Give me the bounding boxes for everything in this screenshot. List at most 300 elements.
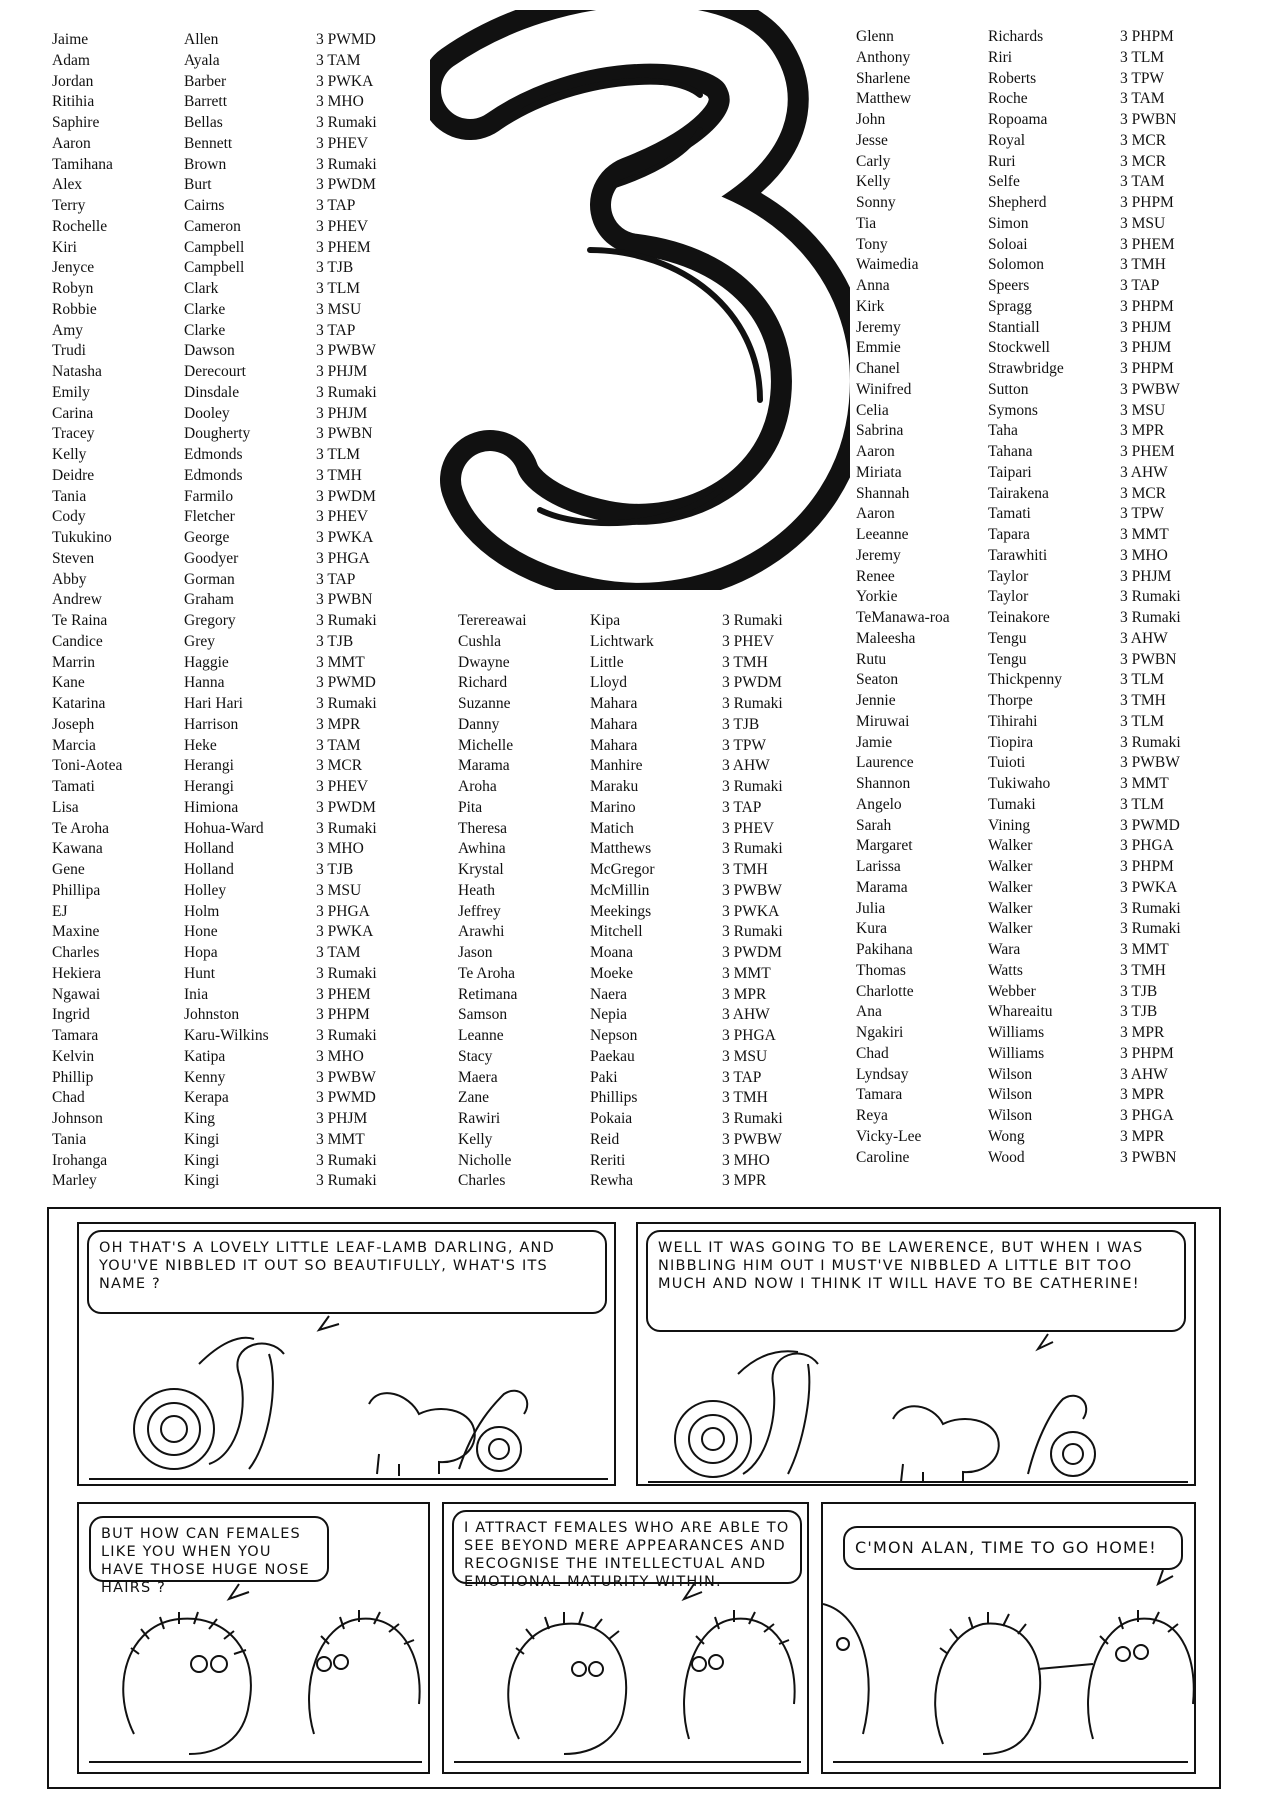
- form-class: 3 Rumaki: [1120, 899, 1181, 917]
- last-name: Meekings: [590, 902, 652, 920]
- first-name: Richard: [458, 674, 508, 692]
- student-row: [458, 964, 798, 985]
- first-name: Krystal: [458, 861, 504, 878]
- last-name: Allen: [184, 31, 219, 48]
- form-class: 3 AHW: [1120, 629, 1168, 647]
- student-row: [52, 798, 392, 819]
- student-row: [458, 1026, 798, 1047]
- last-name: Herangi: [184, 757, 234, 775]
- form-class: 3 MCR: [1120, 131, 1167, 149]
- student-row: [52, 1130, 392, 1151]
- student-row: [52, 175, 392, 196]
- first-name: Emmie: [856, 339, 901, 357]
- last-name: Walker: [988, 858, 1033, 875]
- form-class: 3 MPR: [722, 1172, 767, 1190]
- last-name: Whareaitu: [988, 1003, 1053, 1021]
- comic-panel-5: [821, 1502, 1196, 1774]
- last-name: Mahara: [590, 715, 638, 733]
- first-name: Marley: [52, 1172, 97, 1190]
- first-name: Marcia: [52, 736, 96, 754]
- student-row: [856, 401, 1196, 422]
- student-row: [458, 1151, 798, 1172]
- student-row: [856, 1085, 1196, 1106]
- form-class: 3 MPR: [1120, 422, 1165, 440]
- last-name: Barrett: [184, 93, 228, 111]
- last-name: Taha: [988, 422, 1018, 440]
- last-name: Hanna: [184, 674, 225, 692]
- first-name: Trudi: [52, 342, 86, 360]
- form-class: 3 TAM: [1120, 173, 1165, 191]
- form-class: 3 Rumaki: [1120, 588, 1181, 606]
- form-class: 3 PHGA: [1120, 837, 1174, 855]
- form-class: 3 TAP: [1120, 277, 1160, 294]
- last-name: Paekau: [590, 1047, 635, 1065]
- last-name: Speers: [988, 277, 1030, 294]
- last-name: Tihirahi: [988, 712, 1038, 730]
- form-class: 3 MHO: [316, 1047, 364, 1065]
- last-name: Naera: [590, 985, 627, 1003]
- form-class: 3 MPR: [316, 715, 361, 733]
- student-row: [458, 985, 798, 1006]
- first-name: Rutu: [856, 650, 887, 668]
- student-row: [52, 30, 392, 51]
- student-row: [458, 736, 798, 757]
- hedgehog-pair-illustration: [444, 1504, 809, 1774]
- form-class: 3 TAP: [316, 321, 356, 339]
- form-class: 3 PHEV: [316, 508, 369, 526]
- student-row: [856, 836, 1196, 857]
- last-name: Reid: [590, 1130, 620, 1148]
- first-name: Glenn: [856, 28, 894, 45]
- student-row: [52, 860, 392, 881]
- first-name: Thomas: [856, 961, 906, 979]
- first-name: John: [856, 111, 886, 128]
- student-row: [52, 383, 392, 404]
- comic-panel-1: [77, 1222, 616, 1486]
- last-name: Walker: [988, 920, 1033, 938]
- first-name: Tamara: [856, 1086, 903, 1104]
- last-name: McGregor: [590, 861, 655, 878]
- last-name: Goodyer: [184, 549, 239, 567]
- first-name: Retimana: [458, 985, 518, 1003]
- form-class: 3 MSU: [316, 881, 362, 899]
- student-row: [458, 1109, 798, 1130]
- student-row: [856, 733, 1196, 754]
- first-name: Leanne: [458, 1027, 504, 1044]
- last-name: Derecourt: [184, 363, 246, 380]
- last-name: Brown: [184, 155, 227, 173]
- form-class: 3 TAM: [316, 736, 361, 754]
- first-name: Marrin: [52, 653, 96, 671]
- last-name: Holm: [184, 902, 220, 920]
- last-name: Clark: [184, 280, 219, 297]
- form-class: 3 TAP: [722, 1068, 762, 1086]
- student-row: [458, 1005, 798, 1026]
- first-name: Maxine: [52, 923, 100, 941]
- form-class: 3 PHJM: [1120, 339, 1172, 357]
- first-name: Angelo: [856, 795, 902, 813]
- form-class: 3 MSU: [722, 1047, 768, 1065]
- student-row: [52, 1088, 392, 1109]
- last-name: Moeke: [590, 964, 634, 982]
- last-name: Heke: [184, 736, 217, 754]
- form-class: 3 PHEV: [316, 778, 369, 795]
- student-row: [52, 694, 392, 715]
- form-class: 3 PHGA: [722, 1027, 776, 1044]
- student-row: [52, 279, 392, 300]
- first-name: Julia: [856, 899, 886, 917]
- last-name: Ruri: [988, 152, 1016, 170]
- student-row: [458, 798, 798, 819]
- form-class: 3 Rumaki: [722, 923, 783, 941]
- first-name: Charles: [458, 1172, 506, 1190]
- first-name: Kelly: [856, 173, 891, 191]
- student-row: [458, 1130, 798, 1151]
- student-row: [856, 899, 1196, 920]
- first-name: Pita: [458, 798, 483, 816]
- first-name: Hekiera: [52, 964, 102, 982]
- first-name: EJ: [52, 902, 68, 920]
- first-name: Caroline: [856, 1148, 910, 1166]
- form-class: 3 MSU: [1120, 214, 1166, 232]
- last-name: Vining: [988, 816, 1031, 834]
- form-class: 3 PWDM: [722, 674, 782, 692]
- last-name: Tamati: [988, 505, 1031, 523]
- form-class: 3 TJB: [316, 861, 354, 878]
- last-name: Tapara: [988, 526, 1030, 543]
- first-name: Anthony: [856, 48, 911, 66]
- student-row: [856, 670, 1196, 691]
- first-name: Charles: [52, 944, 100, 961]
- first-name: Toni-Aotea: [52, 757, 123, 775]
- last-name: Tengu: [988, 629, 1027, 647]
- first-name: Tania: [52, 487, 87, 505]
- form-class: 3 TJB: [1120, 982, 1158, 1000]
- form-class: 3 PHPM: [316, 1006, 370, 1024]
- student-row: [856, 857, 1196, 878]
- first-name: Maera: [458, 1068, 498, 1086]
- last-name: Kipa: [590, 612, 621, 629]
- first-name: Deidre: [52, 466, 95, 484]
- speech-text: OH THAT'S A LOVELY LITTLE LEAF-LAMB DARLING, AND YOU'VE NIBBLED IT OUT SO BEAUTIFULLY, WHAT'S ITS NAME ?: [99, 1240, 555, 1292]
- form-class: 3 PHPM: [1120, 28, 1174, 45]
- first-name: Kane: [52, 674, 85, 692]
- form-class: 3 Rumaki: [722, 840, 783, 858]
- student-row: [52, 777, 392, 798]
- first-name: Shannon: [856, 775, 911, 792]
- form-class: 3 Rumaki: [316, 1027, 377, 1044]
- last-name: Herangi: [184, 778, 234, 795]
- first-name: Andrew: [52, 591, 102, 609]
- last-name: Wong: [988, 1127, 1025, 1145]
- form-class: 3 Rumaki: [722, 612, 783, 629]
- last-name: Thickpenny: [988, 671, 1063, 689]
- last-name: Kingi: [184, 1130, 220, 1148]
- student-row: [856, 442, 1196, 463]
- student-row: [856, 774, 1196, 795]
- form-class: 3 MMT: [316, 653, 365, 671]
- student-row: [856, 318, 1196, 339]
- form-class: 3 PHPM: [1120, 1044, 1174, 1062]
- first-name: Vicky-Lee: [856, 1127, 922, 1145]
- form-class: 3 TJB: [316, 259, 354, 277]
- student-row: [458, 922, 798, 943]
- student-row: [52, 113, 392, 134]
- student-row: [52, 985, 392, 1006]
- first-name: Tamihana: [52, 155, 113, 173]
- form-class: 3 TMH: [1120, 692, 1166, 709]
- student-row: [458, 632, 798, 653]
- form-class: 3 PWBW: [316, 1068, 376, 1086]
- student-row: [52, 653, 392, 674]
- student-row: [52, 1026, 392, 1047]
- last-name: Roche: [988, 90, 1028, 108]
- form-class: 3 AHW: [722, 757, 770, 775]
- last-name: Lichtwark: [590, 632, 654, 650]
- last-name: Symons: [988, 401, 1038, 419]
- student-row: [52, 922, 392, 943]
- first-name: Te Raina: [52, 612, 108, 629]
- first-name: Nicholle: [458, 1151, 512, 1169]
- form-class: 3 TLM: [316, 280, 361, 297]
- last-name: Lloyd: [590, 674, 628, 692]
- first-name: Kirk: [856, 297, 885, 315]
- first-name: Steven: [52, 549, 95, 567]
- last-name: Edmonds: [184, 446, 243, 463]
- form-class: 3 TJB: [1120, 1003, 1158, 1021]
- student-row: [856, 48, 1196, 69]
- form-class: 3 PWKA: [722, 902, 780, 920]
- last-name: Himiona: [184, 798, 239, 816]
- first-name: Chad: [856, 1044, 889, 1062]
- student-row: [856, 1127, 1196, 1148]
- student-row: [856, 27, 1196, 48]
- first-name: Irohanga: [52, 1151, 108, 1169]
- last-name: Clarke: [184, 321, 226, 339]
- first-name: Cody: [52, 508, 86, 526]
- form-class: 3 PHEV: [316, 134, 369, 152]
- first-name: Robbie: [52, 300, 97, 318]
- student-row: [856, 546, 1196, 567]
- last-name: Nepia: [590, 1006, 628, 1024]
- form-class: 3 PHGA: [316, 902, 370, 920]
- last-name: Spragg: [988, 297, 1032, 315]
- form-class: 3 PHEV: [722, 632, 775, 650]
- student-row: [52, 1171, 392, 1192]
- form-class: 3 TAM: [316, 944, 361, 961]
- first-name: Arawhi: [458, 923, 505, 941]
- last-name: Walker: [988, 837, 1033, 855]
- first-name: Kelly: [52, 446, 87, 463]
- first-name: Tia: [856, 214, 877, 232]
- first-name: Aaron: [856, 505, 895, 523]
- last-name: Taylor: [988, 588, 1029, 606]
- first-name: Kiri: [52, 238, 77, 256]
- last-name: Strawbridge: [988, 360, 1064, 377]
- form-class: 3 TLM: [316, 446, 361, 463]
- last-name: Cameron: [184, 217, 241, 235]
- student-row: [52, 196, 392, 217]
- student-row: [458, 860, 798, 881]
- student-row: [856, 338, 1196, 359]
- form-class: 3 TPW: [722, 736, 767, 754]
- last-name: Little: [590, 653, 624, 671]
- first-name: Phillipa: [52, 881, 101, 899]
- last-name: Nepson: [590, 1027, 638, 1044]
- student-row: [856, 961, 1196, 982]
- first-name: Tamati: [52, 778, 95, 795]
- form-class: 3 PWBW: [1120, 754, 1180, 772]
- last-name: Sutton: [988, 380, 1029, 398]
- first-name: Winifred: [856, 380, 912, 398]
- student-row: [52, 300, 392, 321]
- form-class: 3 PHJM: [316, 404, 368, 422]
- student-row: [52, 964, 392, 985]
- first-name: Johnson: [52, 1110, 103, 1127]
- last-name: Fletcher: [184, 508, 235, 526]
- student-row: [458, 902, 798, 923]
- form-class: 3 PHPM: [1120, 858, 1174, 875]
- first-name: Sonny: [856, 194, 896, 211]
- last-name: Edmonds: [184, 466, 243, 484]
- form-class: 3 TAP: [316, 197, 356, 214]
- form-class: 3 PWMD: [316, 1089, 376, 1107]
- first-name: Laurence: [856, 754, 914, 772]
- first-name: Tania: [52, 1130, 87, 1148]
- last-name: Solomon: [988, 256, 1044, 274]
- last-name: Mahara: [590, 736, 638, 754]
- form-class: 3 PHEV: [316, 217, 369, 235]
- form-class: 3 Rumaki: [1120, 609, 1181, 626]
- form-class: 3 Rumaki: [316, 155, 377, 173]
- first-name: Cushla: [458, 632, 502, 650]
- first-name: Samson: [458, 1006, 508, 1024]
- form-class: 3 PWMD: [316, 31, 376, 48]
- student-row: [52, 445, 392, 466]
- student-row: [52, 673, 392, 694]
- form-class: 3 MCR: [1120, 152, 1167, 170]
- student-row: [458, 819, 798, 840]
- student-row: [856, 214, 1196, 235]
- last-name: Hohua-Ward: [184, 819, 264, 837]
- form-class: 3 Rumaki: [722, 778, 783, 795]
- student-row: [458, 943, 798, 964]
- last-name: Graham: [184, 591, 234, 609]
- student-row: [856, 587, 1196, 608]
- last-name: Williams: [988, 1044, 1045, 1062]
- student-row: [856, 1044, 1196, 1065]
- last-name: Bellas: [184, 114, 223, 131]
- first-name: Aaron: [52, 134, 91, 152]
- form-class: 3 Rumaki: [722, 1110, 783, 1127]
- form-class: 3 PWDM: [316, 798, 376, 816]
- student-row: [856, 795, 1196, 816]
- last-name: Tarawhiti: [988, 546, 1048, 564]
- last-name: Dougherty: [184, 425, 251, 443]
- last-name: Tumaki: [988, 795, 1036, 813]
- comic-panel-3: [77, 1502, 430, 1774]
- form-class: 3 PWDM: [316, 487, 376, 505]
- last-name: Reriti: [590, 1151, 626, 1169]
- first-name: Natasha: [52, 363, 102, 380]
- first-name: Theresa: [458, 819, 508, 837]
- snail-couple-illustration: [79, 1224, 616, 1486]
- form-class: 3 MMT: [722, 964, 771, 982]
- form-class: 3 Rumaki: [316, 1151, 377, 1169]
- student-row: [856, 712, 1196, 733]
- student-row: [52, 756, 392, 777]
- first-name: Kawana: [52, 840, 103, 858]
- first-name: Dwayne: [458, 653, 510, 671]
- form-class: 3 TMH: [1120, 256, 1166, 274]
- first-name: Danny: [458, 715, 500, 733]
- last-name: Dawson: [184, 342, 235, 360]
- student-row: [52, 611, 392, 632]
- last-name: Katipa: [184, 1047, 226, 1065]
- student-row: [458, 611, 798, 632]
- first-name: Jamie: [856, 733, 893, 751]
- last-name: Richards: [988, 28, 1044, 45]
- last-name: Haggie: [184, 653, 229, 671]
- last-name: Gorman: [184, 570, 235, 588]
- last-name: Pokaia: [590, 1110, 633, 1127]
- student-row: [856, 982, 1196, 1003]
- form-class: 3 PHGA: [316, 549, 370, 567]
- form-class: 3 PWBW: [1120, 380, 1180, 398]
- last-name: Johnston: [184, 1006, 240, 1024]
- form-class: 3 TLM: [1120, 712, 1165, 730]
- last-name: Tuioti: [988, 754, 1026, 772]
- student-row: [856, 1065, 1196, 1086]
- student-row: [52, 632, 392, 653]
- student-row: [52, 72, 392, 93]
- last-name: Simon: [988, 214, 1029, 232]
- student-row: [52, 881, 392, 902]
- form-class: 3 TMH: [722, 861, 768, 878]
- student-row: [856, 919, 1196, 940]
- student-row: [458, 715, 798, 736]
- first-name: Katarina: [52, 695, 106, 712]
- snail-couple-illustration: [638, 1224, 1196, 1486]
- first-name: Emily: [52, 383, 90, 401]
- student-row: [458, 653, 798, 674]
- last-name: Ayala: [184, 51, 220, 69]
- last-name: Hari Hari: [184, 695, 243, 712]
- last-name: King: [184, 1110, 215, 1127]
- last-name: Wilson: [988, 1065, 1033, 1083]
- student-row: [52, 321, 392, 342]
- form-class: 3 Rumaki: [1120, 733, 1181, 751]
- form-class: 3 TPW: [1120, 505, 1165, 523]
- form-class: 3 PHGA: [1120, 1107, 1174, 1124]
- speech-text: WELL IT WAS GOING TO BE LAWERENCE, BUT WHEN I WAS NIBBLING HIM OUT I MUST'VE NIBBLED A LITTLE BIT TOO MUCH AND NOW I THINK IT WILL HAVE TO BE CATHERINE!: [658, 1240, 1144, 1292]
- form-class: 3 PHJM: [316, 363, 368, 380]
- student-row: [856, 504, 1196, 525]
- student-row: [458, 1171, 798, 1192]
- student-row: [856, 110, 1196, 131]
- student-row: [856, 463, 1196, 484]
- student-row: [52, 341, 392, 362]
- form-class: 3 PWBN: [1120, 1148, 1177, 1166]
- form-class: 3 TPW: [1120, 69, 1165, 87]
- form-class: 3 PWKA: [316, 72, 374, 90]
- student-row: [856, 608, 1196, 629]
- form-class: 3 Rumaki: [316, 383, 377, 401]
- student-row: [52, 1047, 392, 1068]
- form-class: 3 Rumaki: [316, 114, 377, 131]
- first-name: Jaime: [52, 31, 89, 48]
- last-name: Watts: [988, 961, 1023, 979]
